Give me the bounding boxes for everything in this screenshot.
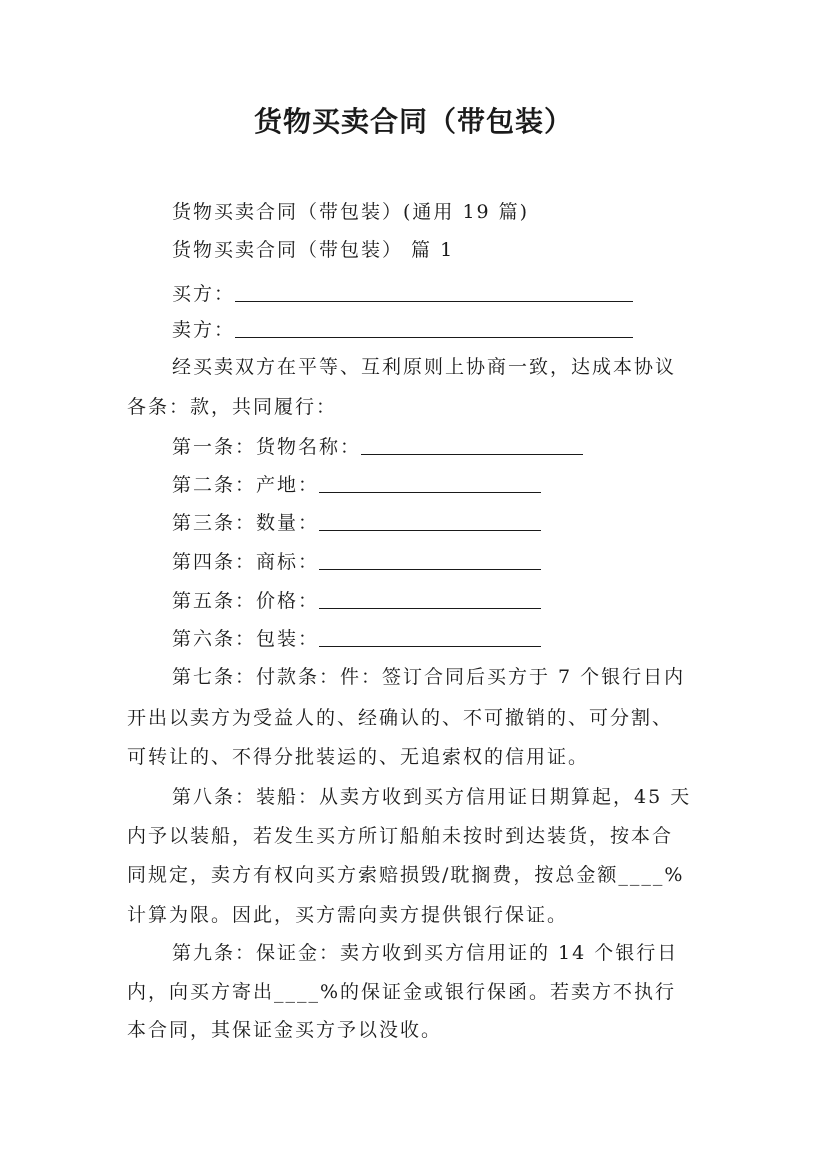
article-6-label: 第六条：包装： [172, 628, 320, 650]
seller-blank [235, 319, 633, 338]
buyer-blank [235, 283, 633, 302]
article-3-blank [319, 512, 541, 531]
article-5-label: 第五条：价格： [172, 590, 320, 612]
article-2-label: 第二条：产地： [172, 474, 320, 496]
buyer-label: 买方： [172, 283, 236, 305]
article-2-blank [319, 474, 541, 493]
intro-line-2: 各条：款，共同履行： [127, 396, 338, 418]
section-heading: 货物买卖合同（带包装） 篇 1 [172, 239, 455, 261]
seller-label: 卖方： [172, 319, 236, 341]
article-9-line-2: 内，向买方寄出____%的保证金或银行保函。若卖方不执行 [127, 981, 677, 1003]
article-6-blank [319, 628, 541, 647]
article-3-label: 第三条：数量： [172, 512, 320, 534]
article-4-label: 第四条：商标： [172, 551, 320, 573]
article-7-line-1: 第七条：付款条：件：签订合同后买方于 7 个银行日内 [172, 666, 686, 688]
article-1-row [172, 435, 583, 459]
article-4-blank [319, 551, 541, 570]
article-8-line-3: 同规定，卖方有权向买方索赔损毁/耽搁费，按总金额____% [127, 864, 685, 886]
article-8-line-2: 内予以装船，若发生买方所订船舶未按时到达装货，按本合 [127, 825, 674, 847]
article-6-row [172, 627, 541, 651]
article-5-blank [319, 590, 541, 609]
article-5-row [172, 589, 541, 613]
document-subtitle: 货物买卖合同（带包装）(通用 19 篇) [172, 201, 530, 223]
article-1-blank [361, 436, 583, 455]
buyer-row [172, 282, 633, 306]
article-7-line-2: 开出以卖方为受益人的、经确认的、不可撤销的、可分割、 [127, 707, 674, 729]
seller-row [172, 318, 633, 342]
article-8-line-4: 计算为限。因此，买方需向卖方提供银行保证。 [127, 904, 569, 926]
article-4-row [172, 550, 541, 574]
article-8-line-1: 第八条：装船：从卖方收到买方信用证日期算起，45 天 [172, 786, 692, 808]
document-title: 货物买卖合同（带包装） [253, 105, 573, 138]
article-9-line-3: 本合同，其保证金买方予以没收。 [127, 1019, 443, 1041]
article-2-row [172, 473, 541, 497]
article-3-row [172, 511, 541, 535]
intro-line-1: 经买卖双方在平等、互利原则上协商一致，达成本协议 [172, 356, 677, 378]
article-7-line-3: 可转让的、不得分批装运的、无追索权的信用证。 [127, 746, 590, 768]
article-9-line-1: 第九条：保证金：卖方收到买方信用证的 14 个银行日 [172, 942, 679, 964]
article-1-label: 第一条：货物名称： [172, 436, 362, 458]
